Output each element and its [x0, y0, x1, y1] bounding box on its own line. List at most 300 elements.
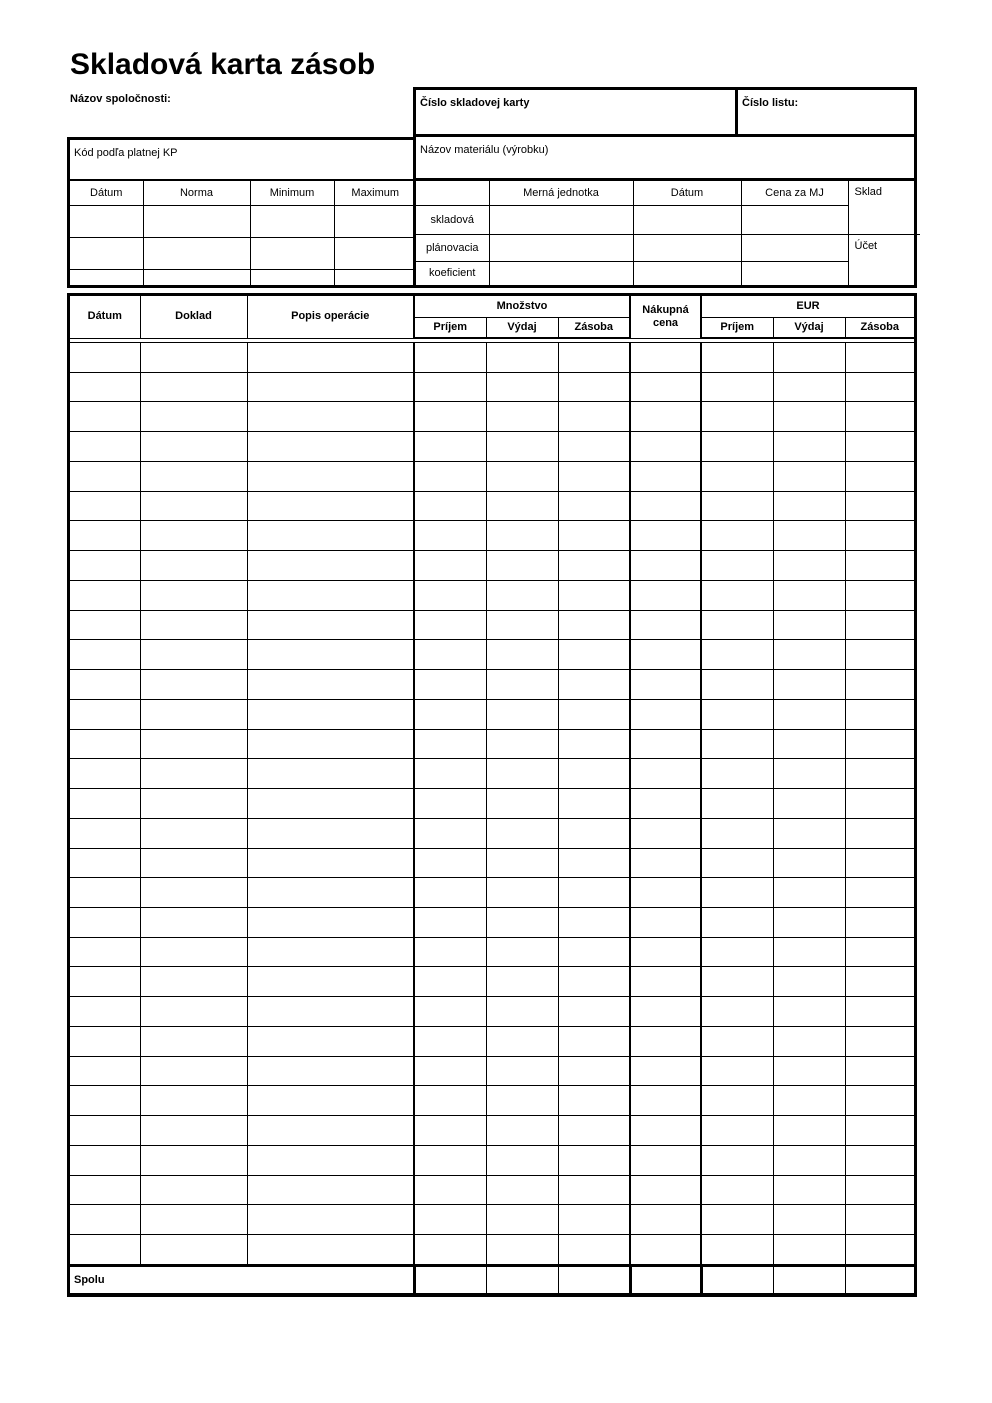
- empty-cell: [630, 432, 701, 462]
- empty-cell: [630, 1026, 701, 1056]
- empty-cell: [558, 1175, 630, 1205]
- empty-stock-row: [70, 1116, 914, 1146]
- empty-cell: [558, 997, 630, 1027]
- empty-cell: [140, 610, 247, 640]
- empty-cell: [70, 997, 140, 1027]
- empty-cell: [630, 1056, 701, 1086]
- empty-cell: [143, 206, 250, 238]
- empty-cell: [486, 670, 558, 700]
- norms-header-datum: Dátum: [70, 181, 143, 206]
- empty-cell: [70, 580, 140, 610]
- empty-cell: [486, 818, 558, 848]
- empty-cell: [558, 729, 630, 759]
- empty-cell: [630, 1175, 701, 1205]
- empty-cell: [140, 907, 247, 937]
- empty-cell: [70, 1145, 140, 1175]
- empty-cell: [845, 551, 914, 581]
- empty-stock-row: [70, 1175, 914, 1205]
- empty-cell: [247, 610, 414, 640]
- empty-cell: [250, 269, 334, 285]
- empty-cell: [845, 967, 914, 997]
- empty-cell: [701, 1235, 773, 1266]
- empty-cell: [486, 1205, 558, 1235]
- card-number-box: [416, 90, 738, 134]
- empty-cell: [486, 967, 558, 997]
- empty-cell: [247, 878, 414, 908]
- empty-stock-row: [70, 997, 914, 1027]
- empty-cell: [414, 1086, 486, 1116]
- empty-cell: [70, 640, 140, 670]
- empty-cell: [701, 789, 773, 819]
- ledger-header-doklad: Doklad: [140, 296, 247, 338]
- empty-cell: [630, 1086, 701, 1116]
- empty-cell: [247, 1056, 414, 1086]
- empty-cell: [701, 1145, 773, 1175]
- empty-cell: [630, 670, 701, 700]
- empty-cell: [247, 997, 414, 1027]
- empty-cell: [140, 551, 247, 581]
- empty-cell: [845, 521, 914, 551]
- empty-cell: [558, 551, 630, 581]
- empty-cell: [701, 907, 773, 937]
- empty-cell: [140, 1235, 247, 1266]
- empty-cell: [630, 521, 701, 551]
- ledger-table: [67, 293, 917, 1297]
- empty-stock-row: [70, 670, 914, 700]
- empty-stock-row: [70, 580, 914, 610]
- empty-stock-row: [70, 937, 914, 967]
- eur-subheader-vydaj: Výdaj: [773, 318, 845, 339]
- empty-stock-row: [70, 237, 416, 269]
- empty-cell: [247, 521, 414, 551]
- empty-cell: [486, 878, 558, 908]
- empty-cell: [247, 1026, 414, 1056]
- empty-cell: [247, 432, 414, 462]
- empty-cell: [414, 610, 486, 640]
- empty-stock-row: [70, 491, 914, 521]
- empty-cell: [558, 1235, 630, 1266]
- empty-cell: [633, 206, 741, 235]
- empty-cell: [845, 1056, 914, 1086]
- empty-cell: [414, 878, 486, 908]
- empty-cell: [630, 372, 701, 402]
- empty-cell: [701, 759, 773, 789]
- empty-cell: [773, 610, 845, 640]
- empty-cell: [334, 237, 416, 269]
- price-row-label-planovacia: plánovacia: [416, 235, 489, 262]
- empty-cell: [414, 789, 486, 819]
- empty-cell: [701, 610, 773, 640]
- empty-cell: [701, 967, 773, 997]
- empty-cell: [558, 461, 630, 491]
- empty-cell: [70, 610, 140, 640]
- price-header-unit: Merná jednotka: [489, 181, 633, 206]
- empty-cell: [140, 1086, 247, 1116]
- empty-cell: [70, 907, 140, 937]
- empty-cell: [414, 1145, 486, 1175]
- empty-cell: [140, 1175, 247, 1205]
- empty-cell: [247, 670, 414, 700]
- empty-cell: [70, 699, 140, 729]
- norms-header-minimum: Minimum: [250, 181, 334, 206]
- empty-cell: [489, 206, 633, 235]
- empty-cell: [414, 1235, 486, 1266]
- empty-cell: [845, 878, 914, 908]
- empty-cell: [486, 848, 558, 878]
- empty-cell: [70, 818, 140, 848]
- empty-cell: [630, 729, 701, 759]
- empty-cell: [140, 580, 247, 610]
- empty-stock-row: [70, 729, 914, 759]
- empty-cell: [630, 937, 701, 967]
- price-row-label-skladova: skladová: [416, 206, 489, 235]
- empty-cell: [630, 848, 701, 878]
- empty-cell: [773, 670, 845, 700]
- empty-cell: [845, 432, 914, 462]
- empty-cell: [701, 1056, 773, 1086]
- empty-cell: [773, 848, 845, 878]
- empty-cell: [845, 1235, 914, 1266]
- empty-cell: [845, 848, 914, 878]
- material-name-box: [413, 137, 917, 181]
- sheet-number-label: Číslo listu:: [742, 97, 799, 109]
- empty-cell: [845, 1086, 914, 1116]
- empty-cell: [845, 610, 914, 640]
- quantity-group-header: Množstvo: [414, 296, 630, 318]
- empty-cell: [140, 1145, 247, 1175]
- empty-cell: [773, 580, 845, 610]
- empty-cell: [486, 699, 558, 729]
- ledger-header-popis: Popis operácie: [247, 296, 414, 338]
- empty-cell: [247, 1205, 414, 1235]
- empty-cell: [701, 997, 773, 1027]
- empty-cell: [773, 1145, 845, 1175]
- empty-cell: [701, 551, 773, 581]
- empty-cell: [630, 1116, 701, 1146]
- empty-cell: [845, 789, 914, 819]
- empty-cell: [140, 699, 247, 729]
- empty-cell: [630, 461, 701, 491]
- empty-cell: [773, 1205, 845, 1235]
- total-qty-zasoba-cell: [558, 1266, 630, 1294]
- empty-cell: [70, 1175, 140, 1205]
- empty-cell: [486, 1145, 558, 1175]
- empty-stock-row: [70, 1086, 914, 1116]
- empty-cell: [845, 461, 914, 491]
- empty-stock-row: [70, 878, 914, 908]
- empty-cell: [247, 343, 414, 373]
- empty-cell: [630, 343, 701, 373]
- empty-cell: [701, 402, 773, 432]
- qty-subheader-zasoba: Zásoba: [558, 318, 630, 339]
- empty-cell: [140, 402, 247, 432]
- empty-cell: [140, 759, 247, 789]
- empty-stock-row: [70, 551, 914, 581]
- empty-cell: [414, 937, 486, 967]
- total-purchase-price-cell: [630, 1266, 701, 1294]
- empty-cell: [845, 670, 914, 700]
- empty-cell: [247, 759, 414, 789]
- empty-cell: [630, 1205, 701, 1235]
- empty-cell: [414, 640, 486, 670]
- empty-cell: [486, 937, 558, 967]
- empty-stock-row: [70, 1026, 914, 1056]
- empty-cell: [486, 1056, 558, 1086]
- empty-cell: [773, 1026, 845, 1056]
- empty-stock-row: [70, 818, 914, 848]
- empty-cell: [414, 670, 486, 700]
- empty-cell: [414, 699, 486, 729]
- empty-cell: [247, 1145, 414, 1175]
- empty-stock-row: [70, 269, 416, 285]
- empty-cell: [630, 1235, 701, 1266]
- empty-cell: [247, 491, 414, 521]
- empty-cell: [486, 759, 558, 789]
- empty-cell: [773, 997, 845, 1027]
- empty-cell: [140, 491, 247, 521]
- price-header-row: [416, 181, 920, 206]
- empty-cell: [773, 878, 845, 908]
- empty-cell: [414, 402, 486, 432]
- empty-cell: [845, 491, 914, 521]
- card-number-label: Číslo skladovej karty: [420, 97, 530, 109]
- total-row: [70, 1266, 914, 1294]
- empty-cell: [741, 262, 848, 286]
- empty-cell: [773, 1116, 845, 1146]
- card-and-sheet-number-box: [413, 87, 917, 137]
- empty-cell: [630, 967, 701, 997]
- empty-cell: [414, 461, 486, 491]
- empty-cell: [558, 878, 630, 908]
- empty-cell: [558, 789, 630, 819]
- norms-table: [67, 181, 413, 288]
- empty-cell: [701, 848, 773, 878]
- empty-cell: [414, 1056, 486, 1086]
- empty-cell: [414, 1026, 486, 1056]
- empty-cell: [845, 997, 914, 1027]
- empty-cell: [558, 1086, 630, 1116]
- empty-cell: [414, 491, 486, 521]
- empty-cell: [701, 670, 773, 700]
- empty-cell: [247, 848, 414, 878]
- empty-cell: [247, 640, 414, 670]
- empty-cell: [558, 372, 630, 402]
- empty-cell: [247, 907, 414, 937]
- empty-cell: [558, 670, 630, 700]
- price-row-planovacia: [416, 235, 920, 262]
- empty-cell: [70, 521, 140, 551]
- empty-cell: [70, 670, 140, 700]
- empty-cell: [773, 343, 845, 373]
- empty-cell: [414, 551, 486, 581]
- empty-stock-row: [70, 1235, 914, 1266]
- empty-cell: [250, 206, 334, 238]
- empty-cell: [489, 262, 633, 286]
- empty-cell: [558, 491, 630, 521]
- empty-cell: [247, 580, 414, 610]
- empty-cell: [140, 372, 247, 402]
- empty-cell: [630, 1145, 701, 1175]
- empty-cell: [773, 432, 845, 462]
- empty-cell: [486, 1235, 558, 1266]
- company-name-label: Názov spoločnosti:: [70, 93, 171, 105]
- empty-cell: [247, 1175, 414, 1205]
- price-header-cena: Cena za MJ: [741, 181, 848, 206]
- empty-cell: [414, 759, 486, 789]
- empty-stock-row: [70, 372, 914, 402]
- empty-cell: [140, 997, 247, 1027]
- empty-cell: [773, 907, 845, 937]
- empty-cell: [845, 907, 914, 937]
- empty-cell: [630, 402, 701, 432]
- warehouse-label: Sklad: [848, 181, 920, 235]
- empty-cell: [486, 580, 558, 610]
- empty-cell: [701, 372, 773, 402]
- total-qty-prijem-cell: [414, 1266, 486, 1294]
- empty-cell: [633, 262, 741, 286]
- empty-cell: [773, 1235, 845, 1266]
- empty-cell: [247, 818, 414, 848]
- empty-cell: [701, 699, 773, 729]
- empty-cell: [70, 1205, 140, 1235]
- empty-cell: [701, 937, 773, 967]
- price-row-label-koeficient: koeficient: [416, 262, 489, 286]
- eur-group-header: EUR: [701, 296, 914, 318]
- empty-cell: [558, 1116, 630, 1146]
- empty-cell: [701, 878, 773, 908]
- empty-cell: [486, 1175, 558, 1205]
- empty-cell: [701, 1026, 773, 1056]
- empty-cell: [773, 1086, 845, 1116]
- empty-cell: [70, 1056, 140, 1086]
- empty-cell: [247, 1235, 414, 1266]
- empty-stock-row: [70, 1056, 914, 1086]
- empty-cell: [845, 818, 914, 848]
- empty-cell: [140, 1205, 247, 1235]
- material-name-label: Názov materiálu (výrobku): [420, 144, 549, 156]
- empty-cell: [70, 269, 143, 285]
- price-table: [413, 181, 917, 288]
- empty-cell: [630, 551, 701, 581]
- ledger-header-datum: Dátum: [70, 296, 140, 338]
- empty-cell: [845, 372, 914, 402]
- empty-cell: [845, 937, 914, 967]
- eur-subheader-prijem: Príjem: [701, 318, 773, 339]
- empty-cell: [486, 491, 558, 521]
- empty-cell: [845, 1145, 914, 1175]
- empty-cell: [558, 432, 630, 462]
- empty-cell: [140, 1056, 247, 1086]
- empty-cell: [558, 699, 630, 729]
- empty-cell: [558, 402, 630, 432]
- empty-cell: [486, 907, 558, 937]
- empty-cell: [558, 640, 630, 670]
- empty-cell: [701, 1086, 773, 1116]
- empty-cell: [558, 1205, 630, 1235]
- empty-cell: [630, 789, 701, 819]
- empty-cell: [773, 461, 845, 491]
- total-eur-prijem-cell: [701, 1266, 773, 1294]
- empty-cell: [773, 729, 845, 759]
- empty-cell: [247, 402, 414, 432]
- kp-code-label: Kód podľa platnej KP: [74, 147, 178, 159]
- total-label: Spolu: [70, 1266, 414, 1294]
- empty-cell: [845, 1205, 914, 1235]
- empty-cell: [247, 461, 414, 491]
- empty-cell: [486, 729, 558, 759]
- empty-cell: [140, 967, 247, 997]
- empty-cell: [486, 1026, 558, 1056]
- empty-stock-row: [70, 610, 914, 640]
- empty-cell: [247, 1086, 414, 1116]
- empty-cell: [247, 937, 414, 967]
- empty-cell: [247, 699, 414, 729]
- empty-cell: [486, 402, 558, 432]
- empty-cell: [414, 343, 486, 373]
- empty-cell: [630, 878, 701, 908]
- empty-cell: [558, 1145, 630, 1175]
- empty-cell: [140, 1116, 247, 1146]
- empty-cell: [773, 1175, 845, 1205]
- empty-cell: [773, 967, 845, 997]
- empty-cell: [140, 461, 247, 491]
- purchase-price-header: Nákupná cena: [630, 296, 701, 338]
- empty-stock-row: [70, 699, 914, 729]
- qty-subheader-vydaj: Výdaj: [486, 318, 558, 339]
- empty-cell: [558, 1056, 630, 1086]
- empty-cell: [140, 432, 247, 462]
- empty-cell: [701, 1116, 773, 1146]
- empty-stock-row: [70, 402, 914, 432]
- empty-stock-row: [70, 848, 914, 878]
- empty-cell: [630, 759, 701, 789]
- empty-cell: [486, 789, 558, 819]
- price-row-label-blank: [416, 181, 489, 206]
- empty-cell: [414, 818, 486, 848]
- empty-stock-row: [70, 789, 914, 819]
- empty-cell: [70, 937, 140, 967]
- empty-cell: [70, 491, 140, 521]
- price-header-datum: Dátum: [633, 181, 741, 206]
- empty-cell: [250, 237, 334, 269]
- empty-cell: [773, 818, 845, 848]
- empty-cell: [701, 343, 773, 373]
- empty-cell: [140, 789, 247, 819]
- qty-subheader-prijem: Príjem: [414, 318, 486, 339]
- empty-cell: [140, 937, 247, 967]
- empty-cell: [143, 237, 250, 269]
- empty-cell: [773, 521, 845, 551]
- empty-cell: [558, 759, 630, 789]
- kp-code-box: [67, 137, 413, 181]
- empty-cell: [773, 640, 845, 670]
- empty-cell: [558, 848, 630, 878]
- empty-cell: [140, 343, 247, 373]
- empty-stock-row: [70, 206, 416, 238]
- sheet-number-box: [738, 90, 914, 134]
- empty-cell: [334, 269, 416, 285]
- empty-cell: [140, 729, 247, 759]
- empty-cell: [558, 580, 630, 610]
- empty-cell: [414, 967, 486, 997]
- empty-cell: [140, 670, 247, 700]
- empty-cell: [701, 818, 773, 848]
- empty-cell: [630, 907, 701, 937]
- empty-cell: [70, 432, 140, 462]
- empty-cell: [70, 402, 140, 432]
- ledger-header-row-1: [70, 296, 914, 318]
- empty-cell: [558, 343, 630, 373]
